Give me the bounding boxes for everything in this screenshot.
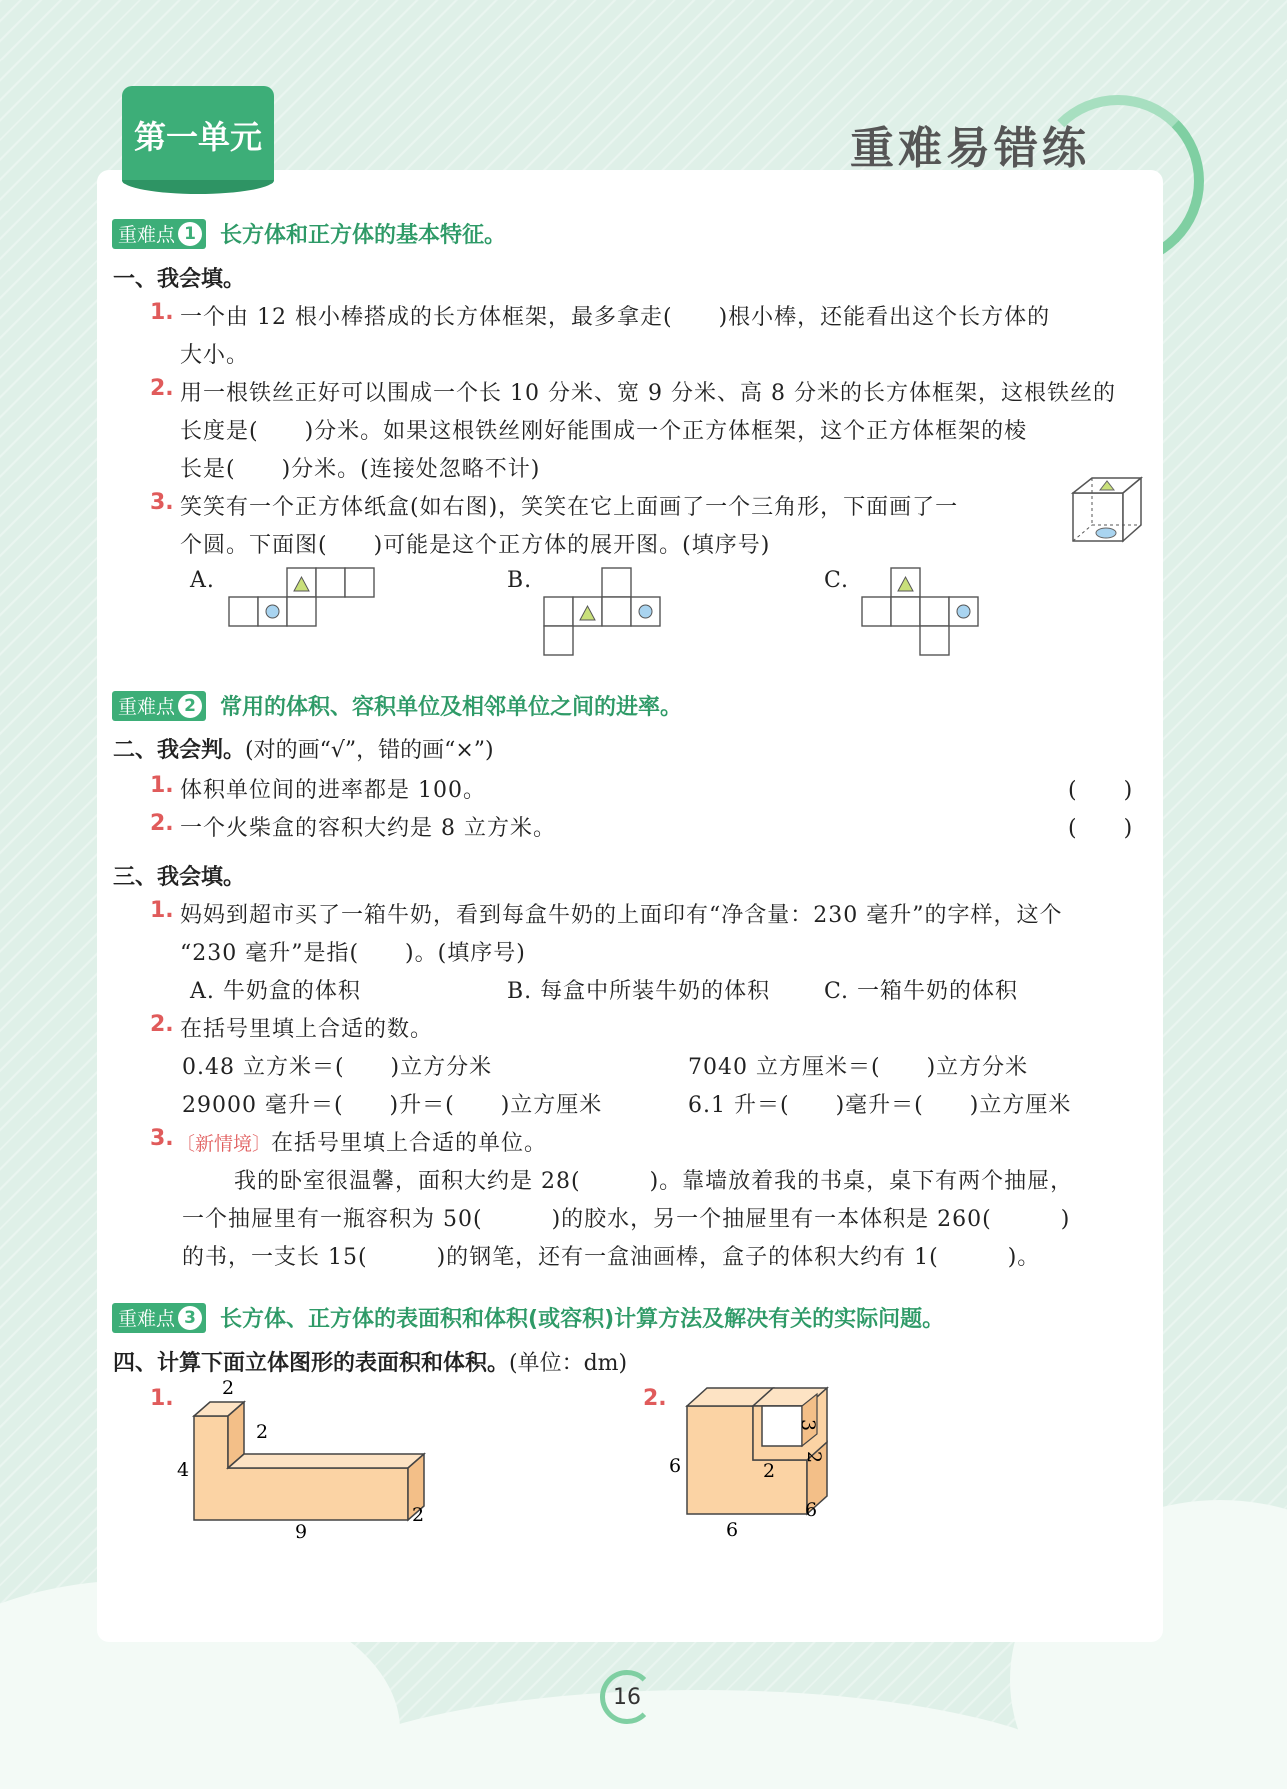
question-number: 2. — [150, 376, 174, 401]
question-number: 3. — [150, 1126, 174, 1151]
l-shape-solid-figure — [170, 1380, 430, 1540]
fill-item: 29000 毫升＝( )升＝( )立方厘米 — [182, 1093, 603, 1118]
question-header — [176, 1126, 547, 1157]
net-option-a — [228, 567, 376, 629]
question-text: 笑笑有一个正方体纸盒(如右图)，笑笑在它上面画了一个三角形，下面画了一 — [180, 495, 959, 520]
question-text: 在括号里填上合适的单位。 — [271, 1131, 548, 1156]
dim-label: 2 — [412, 1504, 425, 1526]
unit-tab: 第一单元 — [122, 86, 274, 184]
dim-label: 3 — [797, 1418, 819, 1432]
dim-label: 2 — [255, 1421, 269, 1443]
option-a: A. 牛奶盒的体积 — [190, 979, 361, 1004]
dim-label: 2 — [221, 1380, 235, 1399]
part4-heading: 四、计算下面立体图形的表面积和体积。(单位：dm) — [113, 1351, 628, 1376]
cube-illustration — [1070, 475, 1145, 545]
section-tag: 重难点 1 — [112, 219, 206, 249]
section-header-1 — [112, 218, 506, 249]
question-text: 用一根铁丝正好可以围成一个长 10 分米、宽 9 分米、高 8 分米的长方体框架，这根铁丝的 — [180, 381, 1116, 406]
question-text: 一个火柴盒的容积大约是 8 立方米。 — [180, 816, 556, 841]
option-label-b: B. — [507, 568, 533, 593]
dim-label: 6 — [805, 1499, 818, 1521]
answer-paren: ( ) — [1068, 778, 1134, 803]
cloud-decoration-bottom — [300, 1690, 1100, 1789]
question-number: 2. — [150, 811, 174, 836]
question-number: 1. — [150, 1386, 174, 1411]
question-text: “230 毫升”是指( )。(填序号) — [180, 941, 526, 966]
section-header-3 — [112, 1302, 944, 1333]
dim-label: 4 — [176, 1459, 190, 1481]
section-tag: 重难点 3 — [112, 1303, 206, 1333]
question-text: 体积单位间的进率都是 100。 — [180, 778, 486, 803]
cube-with-notch-figure — [665, 1380, 835, 1540]
part1-heading: 一、我会填。 — [113, 267, 246, 292]
section-title: 长方体和正方体的基本特征。 — [220, 223, 507, 248]
question-number: 1. — [150, 300, 174, 325]
section-header-2 — [112, 690, 682, 721]
new-context-tag: 〔新情境〕 — [176, 1133, 272, 1155]
answer-paren: ( ) — [1068, 816, 1134, 841]
question-number: 3. — [150, 490, 174, 515]
part2-heading: 二、我会判。(对的画“√”，错的画“×”) — [113, 738, 494, 763]
fill-item: 7040 立方厘米＝( )立方分米 — [688, 1055, 1029, 1080]
section-tag: 重难点 2 — [112, 691, 206, 721]
section-title: 长方体、正方体的表面积和体积(或容积)计算方法及解决有关的实际问题。 — [220, 1307, 945, 1332]
question-text: 我的卧室很温馨，面积大约是 28( )。靠墙放着我的书桌，桌下有两个抽屉， — [234, 1169, 1074, 1194]
question-text: 个圆。下面图( )可能是这个正方体的展开图。(填序号) — [180, 533, 771, 558]
option-c: C. 一箱牛奶的体积 — [824, 979, 1019, 1004]
question-text: 长是( )分米。(连接处忽略不计) — [180, 457, 541, 482]
part3-heading: 三、我会填。 — [113, 865, 246, 890]
section-title: 常用的体积、容积单位及相邻单位之间的进率。 — [220, 695, 683, 720]
question-number: 1. — [150, 773, 174, 798]
question-number: 1. — [150, 898, 174, 923]
question-text: 妈妈到超市买了一箱牛奶，看到每盒牛奶的上面印有“净含量：230 毫升”的字样，这个 — [180, 903, 1063, 928]
question-text: 的书，一支长 15( )的钢笔，还有一盒油画棒，盒子的体积大约有 1( )。 — [182, 1245, 1041, 1270]
fill-item: 6.1 升＝( )毫升＝( )立方厘米 — [688, 1093, 1072, 1118]
option-label-c: C. — [824, 568, 850, 593]
question-number: 2. — [643, 1386, 667, 1411]
page-number: 16 — [600, 1670, 654, 1724]
page-title: 重难易错练 — [850, 123, 1090, 174]
circle-mark — [1096, 528, 1116, 538]
question-text: 大小。 — [180, 343, 250, 368]
dim-label: 6 — [725, 1519, 739, 1540]
fill-item: 0.48 立方米＝( )立方分米 — [182, 1055, 493, 1080]
option-label-a: A. — [190, 568, 215, 593]
dim-label: 9 — [294, 1521, 308, 1540]
dim-label: 2 — [803, 1450, 825, 1464]
net-option-c — [861, 567, 981, 659]
question-text: 在括号里填上合适的数。 — [180, 1017, 434, 1042]
question-text: 一个由 12 根小棒搭成的长方体框架，最多拿走( )根小棒，还能看出这个长方体的 — [180, 305, 1051, 330]
net-option-b — [543, 567, 663, 659]
question-text: 一个抽屉里有一瓶容积为 50( )的胶水，另一个抽屉里有一本体积是 260( ) — [182, 1207, 1071, 1232]
option-b: B. 每盒中所装牛奶的体积 — [507, 979, 771, 1004]
dim-label: 6 — [668, 1455, 682, 1477]
question-text: 长度是( )分米。如果这根铁丝刚好能围成一个正方体框架，这个正方体框架的棱 — [180, 419, 1028, 444]
dim-label: 2 — [762, 1460, 776, 1482]
question-number: 2. — [150, 1012, 174, 1037]
